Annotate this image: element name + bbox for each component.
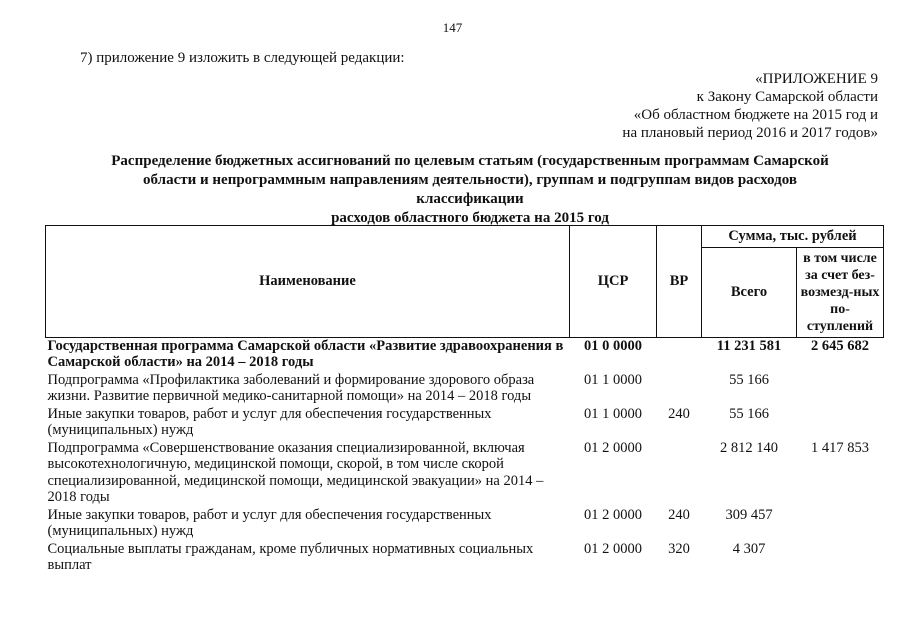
cell-vr: 240	[668, 506, 690, 523]
appendix-line: «ПРИЛОЖЕНИЕ 9	[755, 71, 878, 87]
appendix-heading	[622, 70, 878, 142]
cell-name: Социальные выплаты гражданам, кроме публичных нормативных социальных выплат	[47, 540, 534, 573]
budget-table	[45, 225, 884, 574]
cell-vr: 240	[668, 405, 690, 422]
appendix-line: на плановый период 2016 и 2017 годов»	[622, 125, 878, 141]
title-line: расходов областного бюджета на 2015 год	[331, 210, 609, 226]
table-header	[46, 226, 884, 338]
header-csr: ЦСР	[570, 226, 657, 338]
cell-csr: 01 0 0000	[584, 337, 642, 354]
cell-free	[797, 540, 884, 574]
cell-total: 55 166	[729, 371, 769, 388]
table-row	[46, 439, 884, 506]
cell-total: 11 231 581	[716, 337, 782, 354]
table-row	[46, 371, 884, 405]
header-vr: ВР	[657, 226, 702, 338]
cell-name: Подпрограмма «Профилактика заболеваний и формирование здорового образа жизни. Развитие первичной медико-санитарной помощи» на 2014 – 2018 годы	[47, 371, 535, 404]
cell-name: Иные закупки товаров, работ и услуг для обеспечения государственных (муниципальных) нужд	[47, 506, 492, 539]
cell-name: Подпрограмма «Совершенствование оказания специализированной, включая высокотехнологичную, медицинской помощи, скорой, в том числе скорой специализированной, медицинской помощи, медицинской эвакуации» на 2014 – 2018 годы	[47, 439, 544, 505]
cell-vr	[657, 337, 702, 371]
cell-free	[797, 405, 884, 439]
cell-csr: 01 2 0000	[584, 506, 642, 523]
title-line: Распределение бюджетных ассигнований по целевым статьям (государственным программам Самарской	[111, 153, 829, 169]
cell-total: 309 457	[725, 506, 773, 523]
cell-total: 2 812 140	[720, 439, 778, 456]
document-title	[90, 152, 850, 228]
cell-csr: 01 2 0000	[584, 540, 642, 557]
cell-csr: 01 1 0000	[584, 405, 642, 422]
cell-name: Государственная программа Самарской области «Развитие здравоохранения в Самарской области» на 2014 – 2018 годы	[47, 337, 564, 370]
cell-vr	[657, 371, 702, 405]
cell-csr: 01 2 0000	[584, 439, 642, 456]
cell-total: 4 307	[732, 540, 766, 557]
cell-csr: 01 1 0000	[584, 371, 642, 388]
header-name: Наименование	[46, 226, 570, 338]
header-free: в том числе за счет без-возмезд-ных по-ступлений	[797, 247, 884, 337]
table-row	[46, 540, 884, 574]
amendment-intro: 7) приложение 9 изложить в следующей редакции:	[80, 50, 405, 66]
table-row	[46, 405, 884, 439]
cell-free	[797, 506, 884, 540]
table-row	[46, 506, 884, 540]
title-line: области и непрограммным направлениям деятельности), группам и подгруппам видов расходов классификации	[143, 172, 797, 207]
cell-name: Иные закупки товаров, работ и услуг для обеспечения государственных (муниципальных) нужд	[47, 405, 492, 438]
cell-free	[797, 371, 884, 405]
cell-vr: 320	[668, 540, 690, 557]
appendix-line: «Об областном бюджете на 2015 год и	[633, 107, 878, 123]
appendix-line: к Закону Самарской области	[696, 89, 878, 105]
page-number: 147	[442, 20, 463, 35]
header-total: Всего	[702, 247, 797, 337]
table-body	[46, 337, 884, 574]
cell-free: 1 417 853	[811, 439, 869, 456]
cell-vr	[657, 439, 702, 506]
table-row	[46, 337, 884, 371]
cell-free: 2 645 682	[811, 337, 869, 354]
cell-total: 55 166	[729, 405, 769, 422]
header-sum: Сумма, тыс. рублей	[702, 226, 884, 248]
